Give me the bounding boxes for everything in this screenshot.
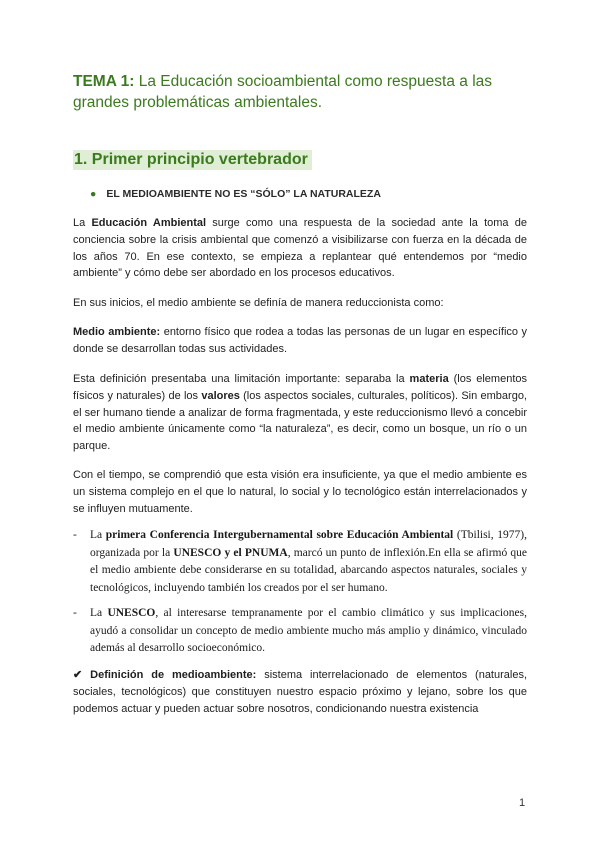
text-run: (Tbilisi, 1977), organizada por la — [90, 529, 527, 559]
bold-term: Medio ambiente: — [73, 326, 161, 338]
dash-item-tbilisi — [73, 527, 527, 597]
paragraph-initial-definition: En sus inicios, el medio ambiente se definía de manera reduccionista como: — [73, 297, 444, 309]
paragraph-intro — [73, 215, 527, 282]
section-heading: 1. Primer principio vertebrador — [73, 150, 312, 170]
text-run: , marcó un punto de inflexión.En ella se afirmó que el medio ambiente debe considerarse en su totalidad, abarcando aspectos naturales, sociales y tecnológicos, incluyendo también los creados por el ser humano. — [90, 546, 527, 594]
text-run: (los aspectos sociales, culturales, políticos). Sin embargo, el ser humano tiende a analizar de forma fragmentada, y este reduccionismo llevó a concebir el medio ambiente únicamente como “la naturaleza”, es decir, como un bosque, un río o un parque. — [73, 389, 527, 453]
text-run: entorno físico que rodea a todas las personas de un lugar en específico y donde se desarrollan todas sus actividades. — [73, 326, 527, 355]
paragraph-medio-ambiente — [73, 324, 527, 358]
text-run: La — [73, 217, 92, 229]
title-text: La Educación socioambiental como respuesta a las grandes problemáticas ambientales. — [73, 73, 493, 111]
text-run: surge como una respuesta de la sociedad ante la toma de conciencia sobre la crisis ambiental que comenzó a visibilizarse con fuerza en la década de los años 70. En ese contexto, se empieza a replantear qué entendemos por “medio ambiente” y cómo debe ser abordado en los procesos educativos. — [73, 217, 527, 280]
text-run: sistema interrelacionado de elementos (naturales, sociales, tecnológicos) que constituyen nuestro espacio próximo y lejano, sobre los que podemos actuar y pueden actuar sobre nosotros, condicionando nuestra existencia — [73, 669, 528, 715]
dash-marker: - — [73, 529, 77, 541]
paragraph-limitation — [73, 371, 527, 455]
dash-marker: - — [73, 607, 77, 619]
checkmark-icon: ✔ — [73, 669, 83, 681]
bullet-heading — [90, 188, 381, 200]
bold-term: valores — [201, 389, 240, 402]
dash-item-text — [90, 605, 527, 658]
text-run: La — [90, 607, 108, 619]
dash-item-text — [90, 527, 527, 597]
text-run: , al interesarse tempranamente por el cambio climático y sus implicaciones, ayudó a consolidar un concepto de medio ambiente mucho más amplio y dinámico, vinculado además al desarrollo socioeconómico. — [90, 607, 527, 654]
bullet-heading-text: EL MEDIOAMBIENTE NO ES “SÓLO” LA NATURALEZA — [106, 188, 381, 200]
paragraph-complex-system: Con el tiempo, se comprendió que esta visión era insuficiente, ya que el medio ambiente es un sistema complejo en el que lo natural, lo social y lo tecnológico están interrelacionados y se influyen mutuamente. — [73, 469, 527, 515]
bold-term: primera Conferencia Intergubernamental sobre Educación Ambiental — [105, 529, 454, 541]
page-number: 1 — [519, 797, 526, 809]
text-run: (los elementos físicos y naturales) de los — [73, 373, 528, 402]
bold-term: materia — [409, 373, 449, 385]
page-title — [73, 71, 543, 113]
bullet-dot-icon: ● — [90, 188, 97, 200]
bold-term: UNESCO y el PNUMA — [173, 546, 288, 559]
title-prefix: TEMA 1: — [73, 73, 135, 90]
bold-term: Educación Ambiental — [91, 217, 207, 229]
text-run: Esta definición presentaba una limitación importante: separaba la — [73, 373, 410, 385]
bold-term: UNESCO — [107, 607, 156, 619]
paragraph-definition — [73, 667, 527, 717]
dash-item-unesco — [73, 605, 527, 658]
text-run: La — [90, 529, 106, 541]
bold-term: Definición de medioambiente: — [90, 669, 257, 681]
